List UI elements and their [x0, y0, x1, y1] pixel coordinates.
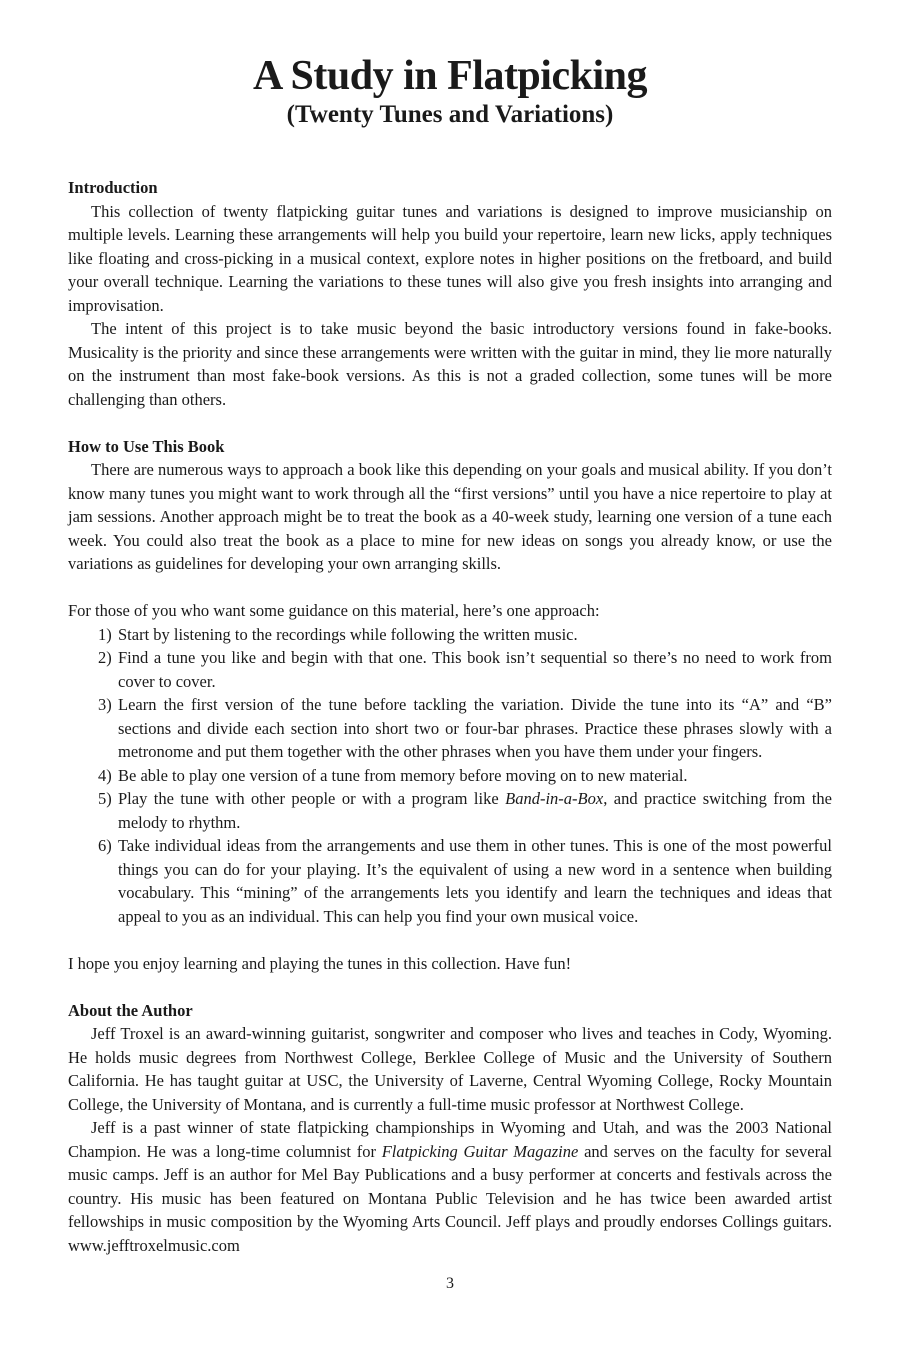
software-title: Band-in-a-Box — [505, 789, 604, 808]
list-item — [68, 787, 832, 834]
page-subtitle: (Twenty Tunes and Variations) — [286, 101, 614, 128]
introduction-paragraph-1: This collection of twenty flatpicking guitar tunes and variations is designed to improve musicianship on multiple levels. Learning these arrangements will help you build your repertoire, learn new licks, apply techniques like floating and cross-picking in a musical context, explore notes in higher positions on the fretboard, and build your overall technique. Learning the variations to these tunes will also give you fresh insights into arranging and improvisation. — [68, 201, 832, 315]
list-item-text: Find a tune you like and begin with that one. This book isn’t sequential so there’s no need to work from cover to cover. — [118, 648, 832, 691]
list-item — [68, 834, 832, 928]
about-author-paragraph-1: Jeff Troxel is an award-winning guitarist, songwriter and composer who lives and teaches in Cody, Wyoming. He holds music degrees from Northwest College, Berklee College of Music and the University of Southern California. He has taught guitar at USC, the University of Laverne, Central Wyoming College, Rocky Mountain College, the University of Montana, and is currently a full-time music professor at Northwest College. — [68, 1024, 832, 1114]
about-author-paragraph-2 — [68, 1116, 832, 1257]
document-page — [68, 52, 832, 1257]
list-item — [68, 646, 832, 693]
about-text-after: and serves on the faculty for several music camps. Jeff is an author for Mel Bay Publications and a busy performer at concerts and festivals across the country. His music has been featured on Montana Public Television and he has twice been awarded artist fellowships in music composition by the Wyoming Arts Council. Jeff plays and proudly endorses Collings guitars. www.jefftroxelmusic.com — [68, 1141, 832, 1255]
list-item-number: 3) — [98, 695, 112, 714]
list-item — [68, 693, 832, 764]
list-item-number: 4) — [98, 765, 112, 785]
list-item-text: Start by listening to the recordings while following the written music. — [118, 624, 578, 644]
list-item-text-after: , and practice switching from the melody to rhythm. — [118, 789, 832, 832]
about-author-heading: About the Author — [68, 1000, 193, 1020]
list-item-number: 6) — [98, 836, 112, 855]
page-title: A Study in Flatpicking — [253, 53, 647, 99]
about-author-section — [68, 999, 832, 1258]
introduction-paragraph-2: The intent of this project is to take music beyond the basic introductory versions found in fake-books. Musicality is the priority and since these arrangements were written with the guitar in mind, they lie more naturally on the instrument than most fake-book versions. As this is not a graded collection, some tunes will be more challenging than others. — [68, 319, 832, 409]
list-item-text-before: Play the tune with other people or with a program like — [118, 789, 506, 808]
how-to-use-section — [68, 435, 832, 976]
list-item-number: 2) — [98, 648, 112, 667]
about-text-before: Jeff is a past winner of state flatpicking championships in Wyoming and Utah, and was the 2003 National Champion. He was a long-time columnist for — [68, 1118, 832, 1161]
magazine-title: Flatpicking Guitar Magazine — [381, 1141, 579, 1161]
guidance-intro: For those of you who want some guidance on this material, here’s one approach: — [68, 601, 600, 620]
list-item — [68, 764, 832, 788]
how-to-use-heading: How to Use This Book — [68, 436, 225, 456]
introduction-section — [68, 176, 832, 411]
list-item — [68, 623, 832, 647]
list-item-text: Take individual ideas from the arrangements and use them in other tunes. This is one of the most powerful things you can do for your playing. It’s the equivalent of using a new word in a sentence when building vocabulary. This “mining” of the arrangements lets you identify and learn the techniques and ideas that appeal to you as an individual. This can help you find your own musical voice. — [118, 836, 832, 926]
steps-list — [68, 623, 832, 929]
list-item-number: 1) — [98, 624, 112, 644]
list-item-text: Learn the first version of the tune before tackling the variation. Divide the tune into its “A” and “B” sections and divide each section into short two or four-bar phrases. Practice these phrases slowly with a metronome and put them together with the other phrases when you have them under your fingers. — [118, 695, 832, 761]
page-number: 3 — [446, 1275, 454, 1292]
list-item-number: 5) — [98, 789, 112, 808]
introduction-heading: Introduction — [68, 178, 158, 197]
how-to-use-paragraph: There are numerous ways to approach a book like this depending on your goals and musical ability. If you don’t know many tunes you might want to work through all the “first versions” until you have a nice repertoire to play at jam sessions. Another approach might be to treat the book as a 40-week study, learning one version of a tune each week. You could also treat the book as a place to mine for new ideas on songs you already know, or use the variations as guidelines for developing your own arranging skills. — [68, 460, 832, 573]
closing-remark: I hope you enjoy learning and playing the tunes in this collection. Have fun! — [68, 953, 572, 973]
list-item-text: Be able to play one version of a tune from memory before moving on to new material. — [118, 765, 688, 785]
